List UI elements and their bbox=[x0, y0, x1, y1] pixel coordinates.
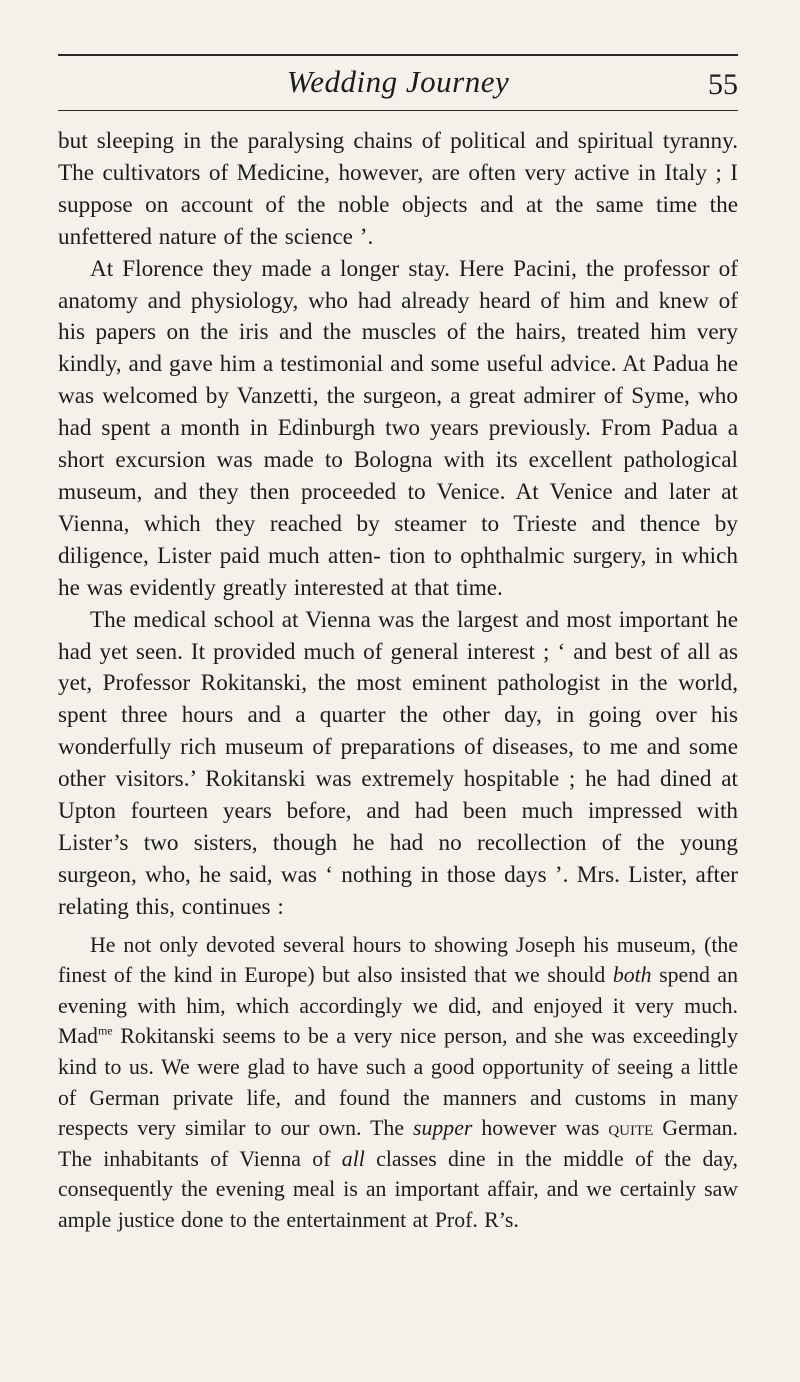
header-top-rule bbox=[58, 54, 738, 56]
quote-text: German. The inhabitants of Vienna of bbox=[58, 1116, 738, 1171]
quote-emphasis-supper: supper bbox=[413, 1116, 473, 1141]
paragraph-vienna: The medical school at Vienna was the largest and most important he had yet seen. It provided much of general interest ; ‘ and best of all as yet, Professor Rokitanski, the most eminent pathologist in the world, spent three hours and a quarter the other day, in going over his wonderfully rich museum of preparations of diseases, to me and some other visitors.’ Rokitanski was extremely hospitable ; he had dined at Upton fourteen years before, and had been much impressed with Lister’s two sisters, though he had no recollection of the young surgeon, who, he said, was ‘ nothing in those days ’. Mrs. Lister, after relating this, continues : bbox=[58, 606, 738, 920]
page-header bbox=[58, 54, 738, 112]
quote-small-caps-quite: quite bbox=[608, 1116, 654, 1141]
page-number: 55 bbox=[708, 68, 738, 101]
paragraph-florence-padua: At Florence they made a longer stay. Here Pacini, the professor of anatomy and physiology, who had already heard of him and knew of his papers on the iris and the muscles of the hairs, treated him very kindly, and gave him a testimonial and some useful advice. At Padua he was welcomed by Vanzetti, the surgeon, a great admirer of Syme, who had spent a month in Edinburgh two years previously. From Padua a short excursion was made to Bologna with its excellent pathological museum, and they then proceeded to Venice. At Venice and later at Vienna, which they reached by steamer to Trieste and thence by diligence, Lister paid much atten- tion to ophthalmic surgery, in which he was evidently greatly interested at that time. bbox=[58, 255, 738, 601]
quote-text: spend an evening with him, which accordingly we did, and enjoyed it very much. Mad bbox=[58, 963, 739, 1049]
quote-emphasis-all: all bbox=[341, 1146, 365, 1171]
quote-emphasis-both: both bbox=[612, 963, 652, 988]
header-bottom-rule bbox=[58, 110, 738, 111]
body-text bbox=[58, 126, 738, 1236]
running-title: Wedding Journey bbox=[286, 64, 510, 99]
paragraph-continuation: but sleeping in the paralysing chains of political and spiritual tyranny. The cultivators of Medicine, however, are often very active in Italy ; I suppose on account of the noble objects and at the same time the unfettered nature of the science ’. bbox=[58, 128, 738, 250]
quote-text: however was bbox=[472, 1116, 609, 1141]
quote-text: classes dine in the middle of the day, consequently the evening meal is an important affair, and we certainly saw ample justice done to the entertainment at Prof. R’s. bbox=[58, 1146, 738, 1232]
block-quote-mrs-lister bbox=[58, 930, 738, 1236]
quote-superscript: me bbox=[97, 1024, 113, 1039]
quote-text: He not only devoted several hours to showing Joseph his museum, (the finest of the kind in Europe) but also insisted that we should bbox=[58, 932, 738, 988]
quote-text: Rokitanski seems to be a very nice person, and she was exceedingly kind to us. We were glad to have such a good opportunity of seeing a little of German private life, and found the manners and customs in many respects very similar to our own. The bbox=[58, 1024, 738, 1141]
